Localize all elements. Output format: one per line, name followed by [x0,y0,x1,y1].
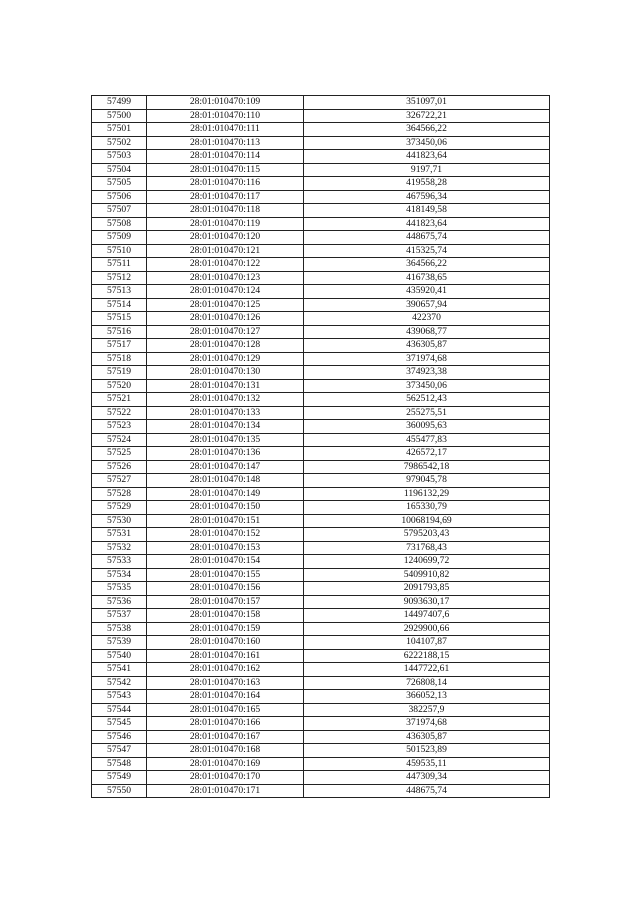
row-number-cell: 57519 [92,366,147,380]
table-row [92,649,550,663]
cadastral-value-cell: 439068,77 [304,325,550,339]
cadastral-value-cell: 373450,06 [304,379,550,393]
cadastral-value-cell: 360095,63 [304,420,550,434]
cadastral-number-cell: 28:01:010470:155 [147,568,304,582]
table-row [92,325,550,339]
cadastral-number-cell: 28:01:010470:115 [147,163,304,177]
cadastral-number-cell: 28:01:010470:114 [147,150,304,164]
row-number-cell: 57542 [92,676,147,690]
cadastral-number-cell: 28:01:010470:156 [147,582,304,596]
table-row [92,717,550,731]
cadastral-value-cell: 436305,87 [304,730,550,744]
cadastral-number-cell: 28:01:010470:128 [147,339,304,353]
cadastral-value-cell: 436305,87 [304,339,550,353]
row-number-cell: 57510 [92,244,147,258]
cadastral-number-cell: 28:01:010470:170 [147,771,304,785]
table-body [92,96,550,798]
row-number-cell: 57535 [92,582,147,596]
table-row [92,271,550,285]
row-number-cell: 57520 [92,379,147,393]
row-number-cell: 57518 [92,352,147,366]
cadastral-number-cell: 28:01:010470:116 [147,177,304,191]
table-row [92,204,550,218]
cadastral-value-cell: 2929900,66 [304,622,550,636]
cadastral-value-cell: 326722,21 [304,109,550,123]
cadastral-number-cell: 28:01:010470:159 [147,622,304,636]
cadastral-number-cell: 28:01:010470:169 [147,757,304,771]
row-number-cell: 57522 [92,406,147,420]
row-number-cell: 57534 [92,568,147,582]
table-row [92,393,550,407]
cadastral-value-cell: 373450,06 [304,136,550,150]
table-row [92,190,550,204]
cadastral-value-cell: 1196132,29 [304,487,550,501]
cadastral-value-cell: 5409910,82 [304,568,550,582]
table-row [92,379,550,393]
cadastral-number-cell: 28:01:010470:164 [147,690,304,704]
cadastral-value-cell: 435920,41 [304,285,550,299]
row-number-cell: 57550 [92,784,147,798]
cadastral-value-cell: 448675,74 [304,784,550,798]
cadastral-number-cell: 28:01:010470:151 [147,514,304,528]
cadastral-number-cell: 28:01:010470:134 [147,420,304,434]
table-row [92,447,550,461]
table-row [92,663,550,677]
table-row [92,528,550,542]
cadastral-value-cell: 459535,11 [304,757,550,771]
cadastral-value-cell: 104107,87 [304,636,550,650]
cadastral-number-cell: 28:01:010470:150 [147,501,304,515]
table-row [92,285,550,299]
cadastral-number-cell: 28:01:010470:120 [147,231,304,245]
cadastral-number-cell: 28:01:010470:153 [147,541,304,555]
cadastral-value-cell: 364566,22 [304,123,550,137]
cadastral-value-cell: 7986542,18 [304,460,550,474]
row-number-cell: 57517 [92,339,147,353]
table-row [92,582,550,596]
cadastral-value-cell: 390657,94 [304,298,550,312]
table-row [92,744,550,758]
table-row [92,96,550,110]
cadastral-number-cell: 28:01:010470:135 [147,433,304,447]
cadastral-number-cell: 28:01:010470:126 [147,312,304,326]
cadastral-value-cell: 10068194,69 [304,514,550,528]
cadastral-value-cell: 418149,58 [304,204,550,218]
cadastral-number-cell: 28:01:010470:121 [147,244,304,258]
cadastral-number-cell: 28:01:010470:113 [147,136,304,150]
row-number-cell: 57500 [92,109,147,123]
cadastral-value-cell: 165330,79 [304,501,550,515]
cadastral-number-cell: 28:01:010470:132 [147,393,304,407]
cadastral-number-cell: 28:01:010470:149 [147,487,304,501]
row-number-cell: 57546 [92,730,147,744]
cadastral-number-cell: 28:01:010470:127 [147,325,304,339]
table-row [92,730,550,744]
table-row [92,244,550,258]
cadastral-number-cell: 28:01:010470:110 [147,109,304,123]
cadastral-number-cell: 28:01:010470:161 [147,649,304,663]
cadastral-value-cell: 374923,38 [304,366,550,380]
cadastral-number-cell: 28:01:010470:160 [147,636,304,650]
cadastral-number-cell: 28:01:010470:136 [147,447,304,461]
row-number-cell: 57543 [92,690,147,704]
row-number-cell: 57511 [92,258,147,272]
cadastral-number-cell: 28:01:010470:133 [147,406,304,420]
table-row [92,258,550,272]
row-number-cell: 57545 [92,717,147,731]
row-number-cell: 57521 [92,393,147,407]
cadastral-number-cell: 28:01:010470:125 [147,298,304,312]
row-number-cell: 57539 [92,636,147,650]
cadastral-value-cell: 366052,13 [304,690,550,704]
cadastral-number-cell: 28:01:010470:118 [147,204,304,218]
row-number-cell: 57526 [92,460,147,474]
row-number-cell: 57549 [92,771,147,785]
row-number-cell: 57536 [92,595,147,609]
row-number-cell: 57531 [92,528,147,542]
row-number-cell: 57532 [92,541,147,555]
cadastral-value-cell: 9197,71 [304,163,550,177]
cadastral-value-cell: 562512,43 [304,393,550,407]
cadastral-value-cell: 6222188,15 [304,649,550,663]
cadastral-number-cell: 28:01:010470:154 [147,555,304,569]
cadastral-value-cell: 5795203,43 [304,528,550,542]
row-number-cell: 57538 [92,622,147,636]
row-number-cell: 57547 [92,744,147,758]
cadastral-value-cell: 501523,89 [304,744,550,758]
row-number-cell: 57527 [92,474,147,488]
table-row [92,514,550,528]
table-row [92,298,550,312]
cadastral-value-cell: 441823,64 [304,150,550,164]
table-row [92,690,550,704]
cadastral-number-cell: 28:01:010470:111 [147,123,304,137]
row-number-cell: 57512 [92,271,147,285]
row-number-cell: 57502 [92,136,147,150]
cadastral-number-cell: 28:01:010470:171 [147,784,304,798]
cadastral-value-cell: 14497407,6 [304,609,550,623]
cadastral-number-cell: 28:01:010470:165 [147,703,304,717]
table-row [92,366,550,380]
row-number-cell: 57508 [92,217,147,231]
table-row [92,136,550,150]
cadastral-value-cell: 455477,83 [304,433,550,447]
cadastral-number-cell: 28:01:010470:152 [147,528,304,542]
cadastral-number-cell: 28:01:010470:158 [147,609,304,623]
table-row [92,541,550,555]
row-number-cell: 57544 [92,703,147,717]
cadastral-number-cell: 28:01:010470:157 [147,595,304,609]
table-row [92,568,550,582]
row-number-cell: 57529 [92,501,147,515]
table-row [92,420,550,434]
cadastral-value-cell: 416738,65 [304,271,550,285]
row-number-cell: 57514 [92,298,147,312]
row-number-cell: 57525 [92,447,147,461]
cadastral-number-cell: 28:01:010470:148 [147,474,304,488]
table-row [92,622,550,636]
cadastral-number-cell: 28:01:010470:117 [147,190,304,204]
cadastral-value-table [91,95,550,798]
cadastral-value-cell: 351097,01 [304,96,550,110]
table-row [92,676,550,690]
table-row [92,163,550,177]
cadastral-value-cell: 422370 [304,312,550,326]
table-row [92,460,550,474]
row-number-cell: 57505 [92,177,147,191]
row-number-cell: 57528 [92,487,147,501]
table-row [92,339,550,353]
row-number-cell: 57501 [92,123,147,137]
table-row [92,352,550,366]
row-number-cell: 57530 [92,514,147,528]
cadastral-value-cell: 371974,68 [304,717,550,731]
table-row [92,109,550,123]
row-number-cell: 57513 [92,285,147,299]
row-number-cell: 57503 [92,150,147,164]
table-row [92,312,550,326]
table-row [92,177,550,191]
row-number-cell: 57540 [92,649,147,663]
cadastral-value-cell: 415325,74 [304,244,550,258]
cadastral-number-cell: 28:01:010470:129 [147,352,304,366]
cadastral-number-cell: 28:01:010470:163 [147,676,304,690]
cadastral-value-cell: 441823,64 [304,217,550,231]
cadastral-number-cell: 28:01:010470:123 [147,271,304,285]
row-number-cell: 57533 [92,555,147,569]
cadastral-value-cell: 9093630,17 [304,595,550,609]
cadastral-value-cell: 371974,68 [304,352,550,366]
row-number-cell: 57523 [92,420,147,434]
row-number-cell: 57499 [92,96,147,110]
table-row [92,123,550,137]
table-row [92,487,550,501]
table-row [92,501,550,515]
table-row [92,771,550,785]
row-number-cell: 57524 [92,433,147,447]
cadastral-value-cell: 426572,17 [304,447,550,461]
row-number-cell: 57504 [92,163,147,177]
row-number-cell: 57506 [92,190,147,204]
table-row [92,703,550,717]
cadastral-value-cell: 1240699,72 [304,555,550,569]
cadastral-number-cell: 28:01:010470:124 [147,285,304,299]
table-row [92,474,550,488]
row-number-cell: 57507 [92,204,147,218]
cadastral-number-cell: 28:01:010470:109 [147,96,304,110]
row-number-cell: 57537 [92,609,147,623]
table-row [92,217,550,231]
row-number-cell: 57516 [92,325,147,339]
row-number-cell: 57548 [92,757,147,771]
table-row [92,231,550,245]
cadastral-value-cell: 382257,9 [304,703,550,717]
table-row [92,433,550,447]
cadastral-value-cell: 726808,14 [304,676,550,690]
cadastral-number-cell: 28:01:010470:119 [147,217,304,231]
cadastral-number-cell: 28:01:010470:131 [147,379,304,393]
cadastral-value-cell: 2091793,85 [304,582,550,596]
cadastral-number-cell: 28:01:010470:167 [147,730,304,744]
cadastral-value-cell: 419558,28 [304,177,550,191]
table-row [92,406,550,420]
cadastral-value-cell: 364566,22 [304,258,550,272]
table-row [92,150,550,164]
cadastral-value-cell: 731768,43 [304,541,550,555]
cadastral-number-cell: 28:01:010470:122 [147,258,304,272]
cadastral-number-cell: 28:01:010470:130 [147,366,304,380]
cadastral-number-cell: 28:01:010470:166 [147,717,304,731]
cadastral-value-cell: 448675,74 [304,231,550,245]
row-number-cell: 57515 [92,312,147,326]
cadastral-value-cell: 979045,78 [304,474,550,488]
table-row [92,784,550,798]
table-row [92,595,550,609]
cadastral-number-cell: 28:01:010470:147 [147,460,304,474]
cadastral-number-cell: 28:01:010470:162 [147,663,304,677]
table-row [92,609,550,623]
cadastral-number-cell: 28:01:010470:168 [147,744,304,758]
cadastral-value-cell: 1447722,61 [304,663,550,677]
cadastral-value-cell: 467596,34 [304,190,550,204]
row-number-cell: 57509 [92,231,147,245]
table-row [92,636,550,650]
cadastral-value-cell: 447309,34 [304,771,550,785]
row-number-cell: 57541 [92,663,147,677]
table-row [92,555,550,569]
cadastral-value-cell: 255275,51 [304,406,550,420]
table-row [92,757,550,771]
